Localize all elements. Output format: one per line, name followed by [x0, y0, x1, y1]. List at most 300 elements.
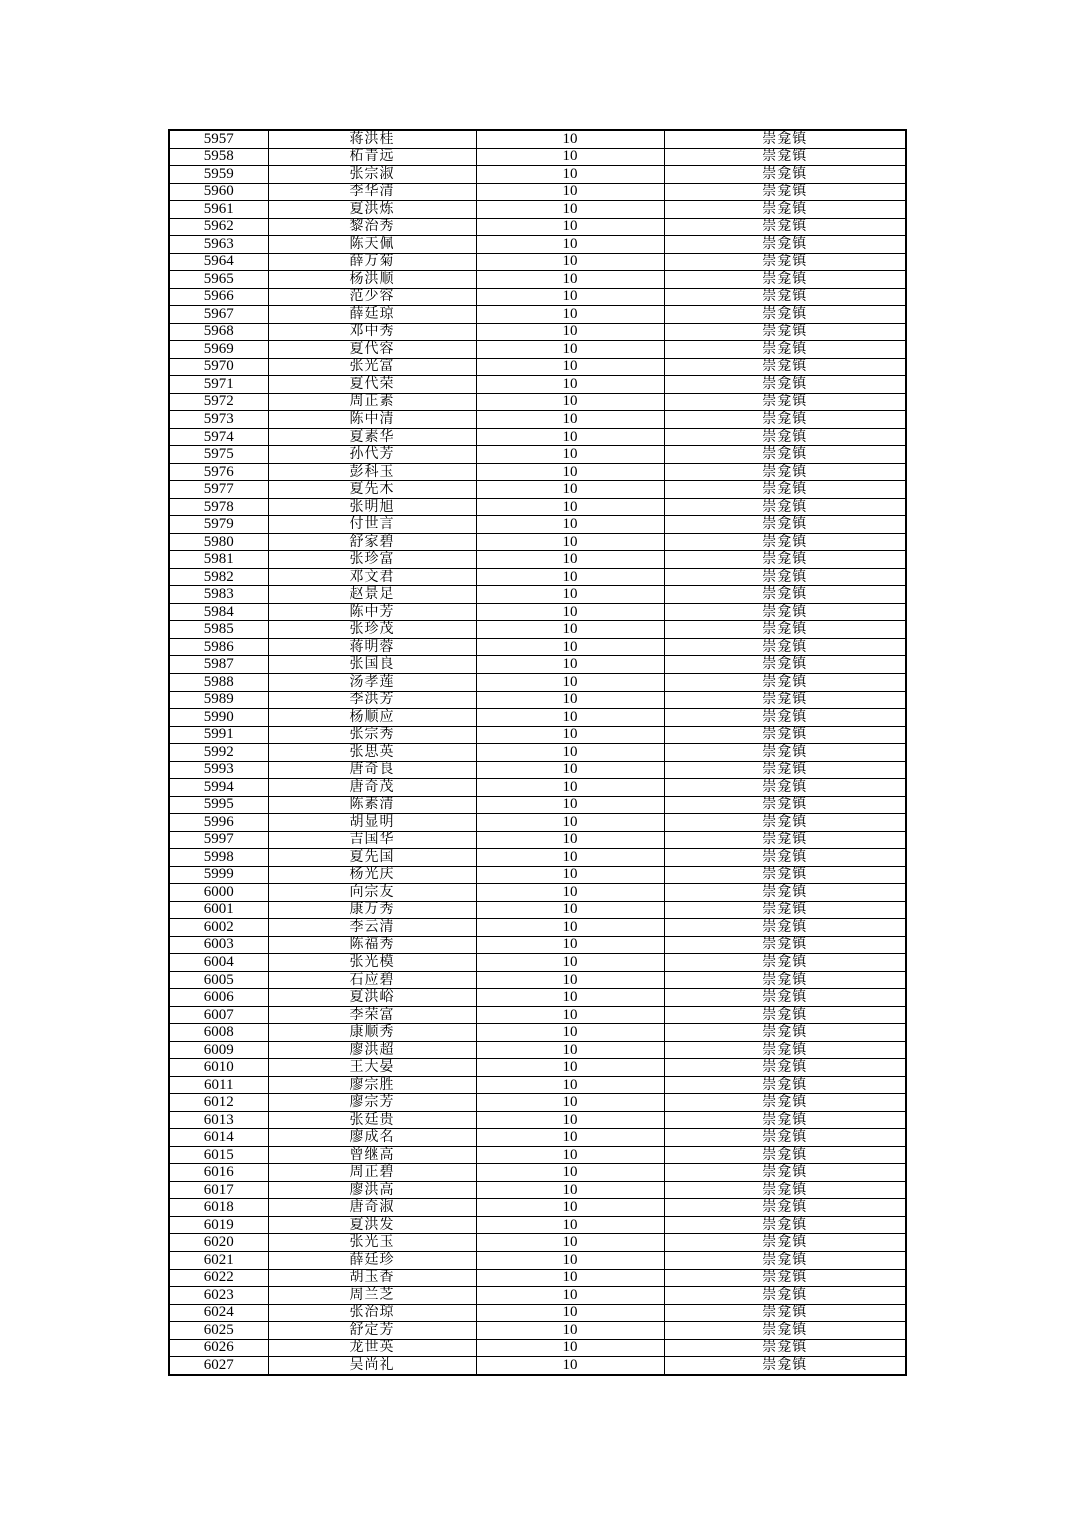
cell-amount: 10 [476, 1111, 664, 1129]
cell-number: 6023 [169, 1287, 268, 1305]
cell-number: 6006 [169, 989, 268, 1007]
cell-amount: 10 [476, 166, 664, 184]
cell-town: 崇龛镇 [664, 498, 906, 516]
cell-town: 崇龛镇 [664, 376, 906, 394]
table-row [169, 586, 906, 604]
cell-number: 5957 [169, 130, 268, 148]
cell-name: 夏洪发 [268, 1216, 476, 1234]
cell-name: 龙世英 [268, 1339, 476, 1357]
table-row [169, 428, 906, 446]
table-row [169, 989, 906, 1007]
table-row [169, 691, 906, 709]
cell-amount: 10 [476, 1269, 664, 1287]
cell-name: 夏先国 [268, 849, 476, 867]
table-row [169, 936, 906, 954]
table-row [169, 236, 906, 254]
cell-name: 陈福秀 [268, 936, 476, 954]
table-row [169, 306, 906, 324]
cell-amount: 10 [476, 744, 664, 762]
cell-name: 王大晏 [268, 1059, 476, 1077]
table-row [169, 1111, 906, 1129]
table-row [169, 1094, 906, 1112]
cell-number: 5990 [169, 709, 268, 727]
cell-number: 5962 [169, 218, 268, 236]
table-row [169, 166, 906, 184]
cell-number: 5964 [169, 253, 268, 271]
cell-amount: 10 [476, 761, 664, 779]
cell-town: 崇龛镇 [664, 1339, 906, 1357]
table-row [169, 358, 906, 376]
cell-town: 崇龛镇 [664, 446, 906, 464]
cell-town: 崇龛镇 [664, 236, 906, 254]
cell-amount: 10 [476, 236, 664, 254]
cell-town: 崇龛镇 [664, 1357, 906, 1375]
cell-name: 夏洪炼 [268, 201, 476, 219]
cell-number: 6020 [169, 1234, 268, 1252]
table-row [169, 744, 906, 762]
cell-name: 张思英 [268, 744, 476, 762]
cell-number: 6026 [169, 1339, 268, 1357]
cell-town: 崇龛镇 [664, 884, 906, 902]
cell-name: 夏洪峪 [268, 989, 476, 1007]
cell-number: 5972 [169, 393, 268, 411]
table-row [169, 341, 906, 359]
cell-name: 李云清 [268, 919, 476, 937]
cell-name: 夏代荣 [268, 376, 476, 394]
cell-town: 崇龛镇 [664, 358, 906, 376]
cell-town: 崇龛镇 [664, 1287, 906, 1305]
cell-town: 崇龛镇 [664, 1129, 906, 1147]
table-row [169, 1269, 906, 1287]
cell-name: 薛廷珍 [268, 1252, 476, 1270]
cell-town: 崇龛镇 [664, 306, 906, 324]
cell-name: 吉国华 [268, 831, 476, 849]
cell-name: 张宗淑 [268, 166, 476, 184]
table-row [169, 901, 906, 919]
table-row [169, 516, 906, 534]
cell-name: 夏代容 [268, 341, 476, 359]
table-row [169, 884, 906, 902]
table-row [169, 849, 906, 867]
table-row [169, 919, 906, 937]
cell-amount: 10 [476, 1357, 664, 1375]
cell-amount: 10 [476, 656, 664, 674]
cell-town: 崇龛镇 [664, 551, 906, 569]
table-row [169, 481, 906, 499]
cell-name: 廖洪高 [268, 1181, 476, 1199]
cell-amount: 10 [476, 673, 664, 691]
cell-number: 5978 [169, 498, 268, 516]
cell-number: 5989 [169, 691, 268, 709]
cell-number: 5977 [169, 481, 268, 499]
cell-amount: 10 [476, 1041, 664, 1059]
cell-number: 6024 [169, 1304, 268, 1322]
cell-number: 5981 [169, 551, 268, 569]
cell-name: 李洪芳 [268, 691, 476, 709]
cell-amount: 10 [476, 446, 664, 464]
table-row [169, 1322, 906, 1340]
cell-amount: 10 [476, 954, 664, 972]
cell-number: 6021 [169, 1252, 268, 1270]
cell-name: 陈素清 [268, 796, 476, 814]
table-row [169, 1129, 906, 1147]
cell-town: 崇龛镇 [664, 1304, 906, 1322]
cell-amount: 10 [476, 1234, 664, 1252]
cell-town: 崇龛镇 [664, 271, 906, 289]
cell-town: 崇龛镇 [664, 1076, 906, 1094]
cell-amount: 10 [476, 919, 664, 937]
cell-name: 汤孝莲 [268, 673, 476, 691]
cell-name: 张光玉 [268, 1234, 476, 1252]
register-table [168, 129, 907, 1376]
cell-name: 杨光庆 [268, 866, 476, 884]
cell-number: 5963 [169, 236, 268, 254]
table-row [169, 866, 906, 884]
cell-town: 崇龛镇 [664, 989, 906, 1007]
cell-number: 5999 [169, 866, 268, 884]
cell-amount: 10 [476, 779, 664, 797]
table-row [169, 411, 906, 429]
cell-number: 5960 [169, 183, 268, 201]
cell-amount: 10 [476, 1287, 664, 1305]
cell-name: 康顺秀 [268, 1024, 476, 1042]
cell-name: 舒定芳 [268, 1322, 476, 1340]
table-row [169, 1059, 906, 1077]
cell-amount: 10 [476, 936, 664, 954]
cell-town: 崇龛镇 [664, 761, 906, 779]
cell-number: 5966 [169, 288, 268, 306]
cell-town: 崇龛镇 [664, 1181, 906, 1199]
cell-name: 胡玉香 [268, 1269, 476, 1287]
cell-town: 崇龛镇 [664, 481, 906, 499]
cell-name: 唐奇茂 [268, 779, 476, 797]
cell-name: 杨洪顺 [268, 271, 476, 289]
cell-name: 张光富 [268, 358, 476, 376]
cell-amount: 10 [476, 1059, 664, 1077]
cell-amount: 10 [476, 709, 664, 727]
table-row [169, 761, 906, 779]
cell-town: 崇龛镇 [664, 393, 906, 411]
cell-town: 崇龛镇 [664, 656, 906, 674]
cell-number: 5988 [169, 673, 268, 691]
cell-name: 向宗友 [268, 884, 476, 902]
cell-name: 廖成名 [268, 1129, 476, 1147]
cell-town: 崇龛镇 [664, 1234, 906, 1252]
cell-amount: 10 [476, 568, 664, 586]
cell-town: 崇龛镇 [664, 463, 906, 481]
cell-number: 5984 [169, 603, 268, 621]
cell-amount: 10 [476, 1199, 664, 1217]
table-row [169, 551, 906, 569]
cell-town: 崇龛镇 [664, 1006, 906, 1024]
cell-number: 6012 [169, 1094, 268, 1112]
cell-town: 崇龛镇 [664, 516, 906, 534]
cell-amount: 10 [476, 201, 664, 219]
cell-town: 崇龛镇 [664, 411, 906, 429]
cell-number: 5995 [169, 796, 268, 814]
cell-number: 5986 [169, 638, 268, 656]
cell-name: 唐奇良 [268, 761, 476, 779]
cell-town: 崇龛镇 [664, 166, 906, 184]
cell-town: 崇龛镇 [664, 1094, 906, 1112]
cell-name: 夏素华 [268, 428, 476, 446]
cell-name: 夏先木 [268, 481, 476, 499]
cell-town: 崇龛镇 [664, 1322, 906, 1340]
cell-number: 6003 [169, 936, 268, 954]
cell-town: 崇龛镇 [664, 849, 906, 867]
cell-town: 崇龛镇 [664, 1269, 906, 1287]
cell-amount: 10 [476, 183, 664, 201]
cell-amount: 10 [476, 411, 664, 429]
cell-number: 5997 [169, 831, 268, 849]
cell-amount: 10 [476, 358, 664, 376]
cell-number: 5987 [169, 656, 268, 674]
cell-number: 6005 [169, 971, 268, 989]
cell-name: 邓文君 [268, 568, 476, 586]
table-row [169, 201, 906, 219]
cell-amount: 10 [476, 1146, 664, 1164]
cell-town: 崇龛镇 [664, 919, 906, 937]
table-row [169, 603, 906, 621]
cell-amount: 10 [476, 516, 664, 534]
register-table-body [169, 130, 906, 1375]
cell-amount: 10 [476, 1322, 664, 1340]
cell-number: 5961 [169, 201, 268, 219]
table-row [169, 1164, 906, 1182]
cell-town: 崇龛镇 [664, 901, 906, 919]
cell-town: 崇龛镇 [664, 1059, 906, 1077]
cell-name: 张明旭 [268, 498, 476, 516]
cell-amount: 10 [476, 638, 664, 656]
table-row [169, 1076, 906, 1094]
table-row [169, 621, 906, 639]
cell-town: 崇龛镇 [664, 1199, 906, 1217]
cell-amount: 10 [476, 393, 664, 411]
cell-number: 6009 [169, 1041, 268, 1059]
cell-name: 柘青远 [268, 148, 476, 166]
cell-name: 李荣富 [268, 1006, 476, 1024]
cell-amount: 10 [476, 533, 664, 551]
table-row [169, 726, 906, 744]
table-row [169, 1234, 906, 1252]
cell-amount: 10 [476, 1339, 664, 1357]
cell-number: 5971 [169, 376, 268, 394]
cell-town: 崇龛镇 [664, 288, 906, 306]
cell-number: 6010 [169, 1059, 268, 1077]
cell-amount: 10 [476, 323, 664, 341]
cell-amount: 10 [476, 148, 664, 166]
cell-name: 曾继高 [268, 1146, 476, 1164]
cell-amount: 10 [476, 1216, 664, 1234]
cell-number: 5982 [169, 568, 268, 586]
cell-amount: 10 [476, 218, 664, 236]
cell-amount: 10 [476, 428, 664, 446]
cell-number: 5996 [169, 814, 268, 832]
cell-number: 5973 [169, 411, 268, 429]
cell-amount: 10 [476, 1094, 664, 1112]
cell-number: 5985 [169, 621, 268, 639]
cell-name: 吴尚礼 [268, 1357, 476, 1375]
cell-town: 崇龛镇 [664, 183, 906, 201]
cell-town: 崇龛镇 [664, 428, 906, 446]
cell-amount: 10 [476, 1076, 664, 1094]
cell-number: 5970 [169, 358, 268, 376]
table-row [169, 1287, 906, 1305]
cell-number: 6018 [169, 1199, 268, 1217]
table-row [169, 393, 906, 411]
table-row [169, 1199, 906, 1217]
cell-number: 5980 [169, 533, 268, 551]
cell-amount: 10 [476, 376, 664, 394]
cell-amount: 10 [476, 831, 664, 849]
table-row [169, 148, 906, 166]
cell-number: 6013 [169, 1111, 268, 1129]
cell-town: 崇龛镇 [664, 779, 906, 797]
table-row [169, 1216, 906, 1234]
cell-amount: 10 [476, 901, 664, 919]
cell-name: 陈中清 [268, 411, 476, 429]
cell-amount: 10 [476, 1129, 664, 1147]
cell-number: 5998 [169, 849, 268, 867]
cell-name: 孙代芳 [268, 446, 476, 464]
cell-town: 崇龛镇 [664, 814, 906, 832]
cell-town: 崇龛镇 [664, 831, 906, 849]
cell-number: 6014 [169, 1129, 268, 1147]
cell-town: 崇龛镇 [664, 568, 906, 586]
table-row [169, 1006, 906, 1024]
cell-name: 廖宗芳 [268, 1094, 476, 1112]
cell-amount: 10 [476, 271, 664, 289]
cell-amount: 10 [476, 814, 664, 832]
table-row [169, 218, 906, 236]
cell-amount: 10 [476, 971, 664, 989]
table-row [169, 533, 906, 551]
cell-amount: 10 [476, 498, 664, 516]
cell-name: 范少容 [268, 288, 476, 306]
table-row [169, 323, 906, 341]
cell-town: 崇龛镇 [664, 218, 906, 236]
cell-name: 蒋明蓉 [268, 638, 476, 656]
cell-amount: 10 [476, 341, 664, 359]
cell-amount: 10 [476, 1006, 664, 1024]
cell-town: 崇龛镇 [664, 130, 906, 148]
cell-name: 张国良 [268, 656, 476, 674]
cell-name: 张治琼 [268, 1304, 476, 1322]
cell-amount: 10 [476, 989, 664, 1007]
table-row [169, 709, 906, 727]
cell-town: 崇龛镇 [664, 691, 906, 709]
cell-number: 6025 [169, 1322, 268, 1340]
table-row [169, 796, 906, 814]
cell-town: 崇龛镇 [664, 709, 906, 727]
cell-amount: 10 [476, 1181, 664, 1199]
cell-town: 崇龛镇 [664, 796, 906, 814]
cell-town: 崇龛镇 [664, 673, 906, 691]
cell-town: 崇龛镇 [664, 971, 906, 989]
cell-number: 6015 [169, 1146, 268, 1164]
cell-number: 5959 [169, 166, 268, 184]
cell-number: 5992 [169, 744, 268, 762]
cell-amount: 10 [476, 481, 664, 499]
cell-amount: 10 [476, 603, 664, 621]
cell-number: 6008 [169, 1024, 268, 1042]
cell-number: 5979 [169, 516, 268, 534]
cell-town: 崇龛镇 [664, 586, 906, 604]
cell-name: 张珍茂 [268, 621, 476, 639]
cell-name: 黎治秀 [268, 218, 476, 236]
cell-name: 蒋洪桂 [268, 130, 476, 148]
cell-number: 5983 [169, 586, 268, 604]
cell-number: 6000 [169, 884, 268, 902]
cell-amount: 10 [476, 849, 664, 867]
cell-number: 5975 [169, 446, 268, 464]
table-row [169, 568, 906, 586]
table-row [169, 463, 906, 481]
cell-number: 5994 [169, 779, 268, 797]
cell-number: 6027 [169, 1357, 268, 1375]
cell-name: 彭科玉 [268, 463, 476, 481]
cell-number: 5958 [169, 148, 268, 166]
table-row [169, 1146, 906, 1164]
table-row [169, 638, 906, 656]
table-row [169, 954, 906, 972]
cell-name: 邓中秀 [268, 323, 476, 341]
cell-number: 5965 [169, 271, 268, 289]
cell-town: 崇龛镇 [664, 1216, 906, 1234]
cell-name: 张廷贵 [268, 1111, 476, 1129]
cell-amount: 10 [476, 1304, 664, 1322]
cell-town: 崇龛镇 [664, 638, 906, 656]
cell-town: 崇龛镇 [664, 936, 906, 954]
cell-number: 5968 [169, 323, 268, 341]
cell-name: 康万秀 [268, 901, 476, 919]
cell-name: 薛万菊 [268, 253, 476, 271]
cell-number: 5976 [169, 463, 268, 481]
cell-amount: 10 [476, 130, 664, 148]
cell-town: 崇龛镇 [664, 201, 906, 219]
cell-number: 6011 [169, 1076, 268, 1094]
cell-amount: 10 [476, 586, 664, 604]
table-row [169, 1181, 906, 1199]
cell-name: 赵景足 [268, 586, 476, 604]
cell-name: 陈天佩 [268, 236, 476, 254]
cell-name: 舒家碧 [268, 533, 476, 551]
cell-name: 廖洪超 [268, 1041, 476, 1059]
cell-amount: 10 [476, 884, 664, 902]
cell-number: 5974 [169, 428, 268, 446]
cell-name: 杨顺应 [268, 709, 476, 727]
cell-town: 崇龛镇 [664, 341, 906, 359]
cell-number: 6001 [169, 901, 268, 919]
table-row [169, 831, 906, 849]
cell-name: 周兰芝 [268, 1287, 476, 1305]
table-row [169, 779, 906, 797]
cell-name: 石应碧 [268, 971, 476, 989]
cell-town: 崇龛镇 [664, 1041, 906, 1059]
cell-amount: 10 [476, 1252, 664, 1270]
table-row [169, 271, 906, 289]
cell-amount: 10 [476, 1024, 664, 1042]
cell-town: 崇龛镇 [664, 603, 906, 621]
cell-town: 崇龛镇 [664, 533, 906, 551]
cell-number: 6017 [169, 1181, 268, 1199]
cell-name: 陈中芳 [268, 603, 476, 621]
table-row [169, 1041, 906, 1059]
cell-amount: 10 [476, 621, 664, 639]
cell-amount: 10 [476, 691, 664, 709]
cell-number: 5969 [169, 341, 268, 359]
cell-number: 6022 [169, 1269, 268, 1287]
